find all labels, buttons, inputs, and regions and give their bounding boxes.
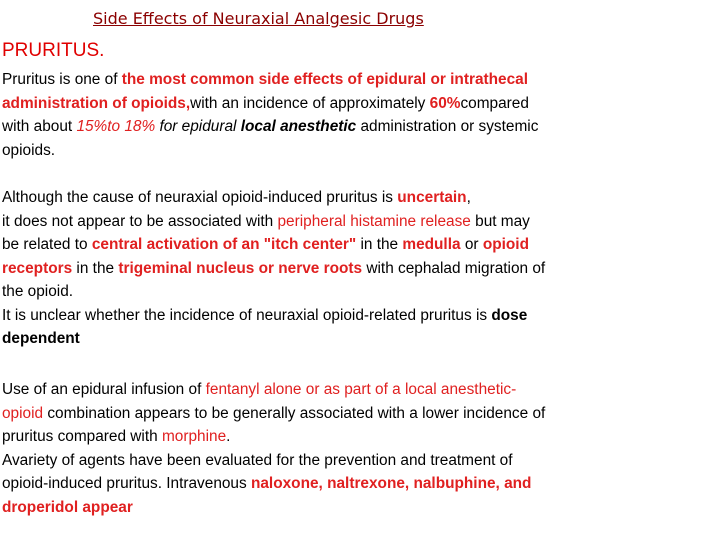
highlight-text: droperidol appear xyxy=(2,498,133,516)
paragraph-mechanism xyxy=(2,186,545,351)
text-line xyxy=(2,327,545,351)
highlight-text: receptors xyxy=(2,259,73,277)
text-line xyxy=(2,210,545,234)
text-line xyxy=(2,68,538,92)
text-run: opioids. xyxy=(2,141,56,159)
paragraph-treatment xyxy=(2,378,545,519)
text-run: with an incidence of approximately xyxy=(190,94,430,112)
text-line xyxy=(2,115,538,139)
highlight-text: trigeminal nucleus or nerve roots xyxy=(118,259,363,277)
emphasis-text: dose xyxy=(491,306,528,324)
text-run: It is unclear whether the incidence of neuraxial opioid-related pruritus is xyxy=(2,306,492,324)
text-line xyxy=(2,186,545,210)
text-run: Pruritus is one of xyxy=(2,71,122,88)
text-run: with cephalad migration of xyxy=(362,259,546,277)
text-run: , xyxy=(466,189,471,206)
highlight-text: peripheral histamine release xyxy=(277,212,471,230)
text-line xyxy=(2,496,545,520)
text-line xyxy=(2,449,545,473)
text-run: Although the cause of neuraxial opioid-induced pruritus is xyxy=(2,189,398,206)
text-line xyxy=(2,472,545,496)
slide-title: Side Effects of Neuraxial Analgesic Drugs xyxy=(93,9,424,28)
text-run: the opioid. xyxy=(2,283,74,300)
text-run: with about xyxy=(2,118,77,135)
highlight-text: 15%to 18% xyxy=(76,118,156,135)
highlight-text: fentanyl alone or as part of a local anesthetic- xyxy=(205,381,517,398)
highlight-text: opioid xyxy=(2,404,44,422)
text-run: Avariety of agents have been evaluated for the prevention and treatment of xyxy=(2,451,513,469)
emphasis-text: dependent xyxy=(2,330,80,347)
text-line xyxy=(2,304,545,328)
text-run: or xyxy=(460,236,483,253)
text-line xyxy=(2,92,538,116)
highlight-text: medulla xyxy=(402,236,461,253)
highlight-text: central activation of an "itch center" xyxy=(91,236,357,253)
text-run: in the xyxy=(356,236,403,253)
text-run: for epidural xyxy=(155,118,241,135)
text-line xyxy=(2,233,545,257)
text-run: administration or systemic xyxy=(356,118,539,135)
section-heading: PRURITUS. xyxy=(2,40,105,61)
text-line xyxy=(2,139,538,163)
highlight-text: naloxone, naltrexone, nalbuphine, and xyxy=(250,475,532,492)
text-line xyxy=(2,378,545,402)
text-run: . xyxy=(226,428,231,445)
highlight-text: the most common side effects of epidural or intrathecal xyxy=(121,71,528,88)
text-line xyxy=(2,402,545,426)
highlight-text: administration of opioids, xyxy=(2,94,191,112)
text-run: be related to xyxy=(2,236,92,253)
paragraph-incidence xyxy=(2,68,538,162)
emphasis-text: local anesthetic xyxy=(240,118,357,135)
text-run: combination appears to be generally associated with a lower incidence of xyxy=(43,404,546,422)
text-run: but may xyxy=(470,212,530,230)
text-line xyxy=(2,257,545,281)
highlight-text: opioid xyxy=(482,236,529,253)
text-run: compared xyxy=(460,94,529,112)
text-run: it does not appear to be associated with xyxy=(2,212,278,230)
text-run: pruritus compared with xyxy=(2,428,162,445)
text-line xyxy=(2,280,545,304)
text-run: opioid-induced pruritus. Intravenous xyxy=(2,475,251,492)
highlight-text: morphine xyxy=(161,428,227,445)
text-run: in the xyxy=(72,259,119,277)
highlight-text: uncertain xyxy=(397,189,467,206)
highlight-text: 60% xyxy=(429,94,461,112)
text-run: Use of an epidural infusion of xyxy=(2,381,206,398)
text-line xyxy=(2,425,545,449)
